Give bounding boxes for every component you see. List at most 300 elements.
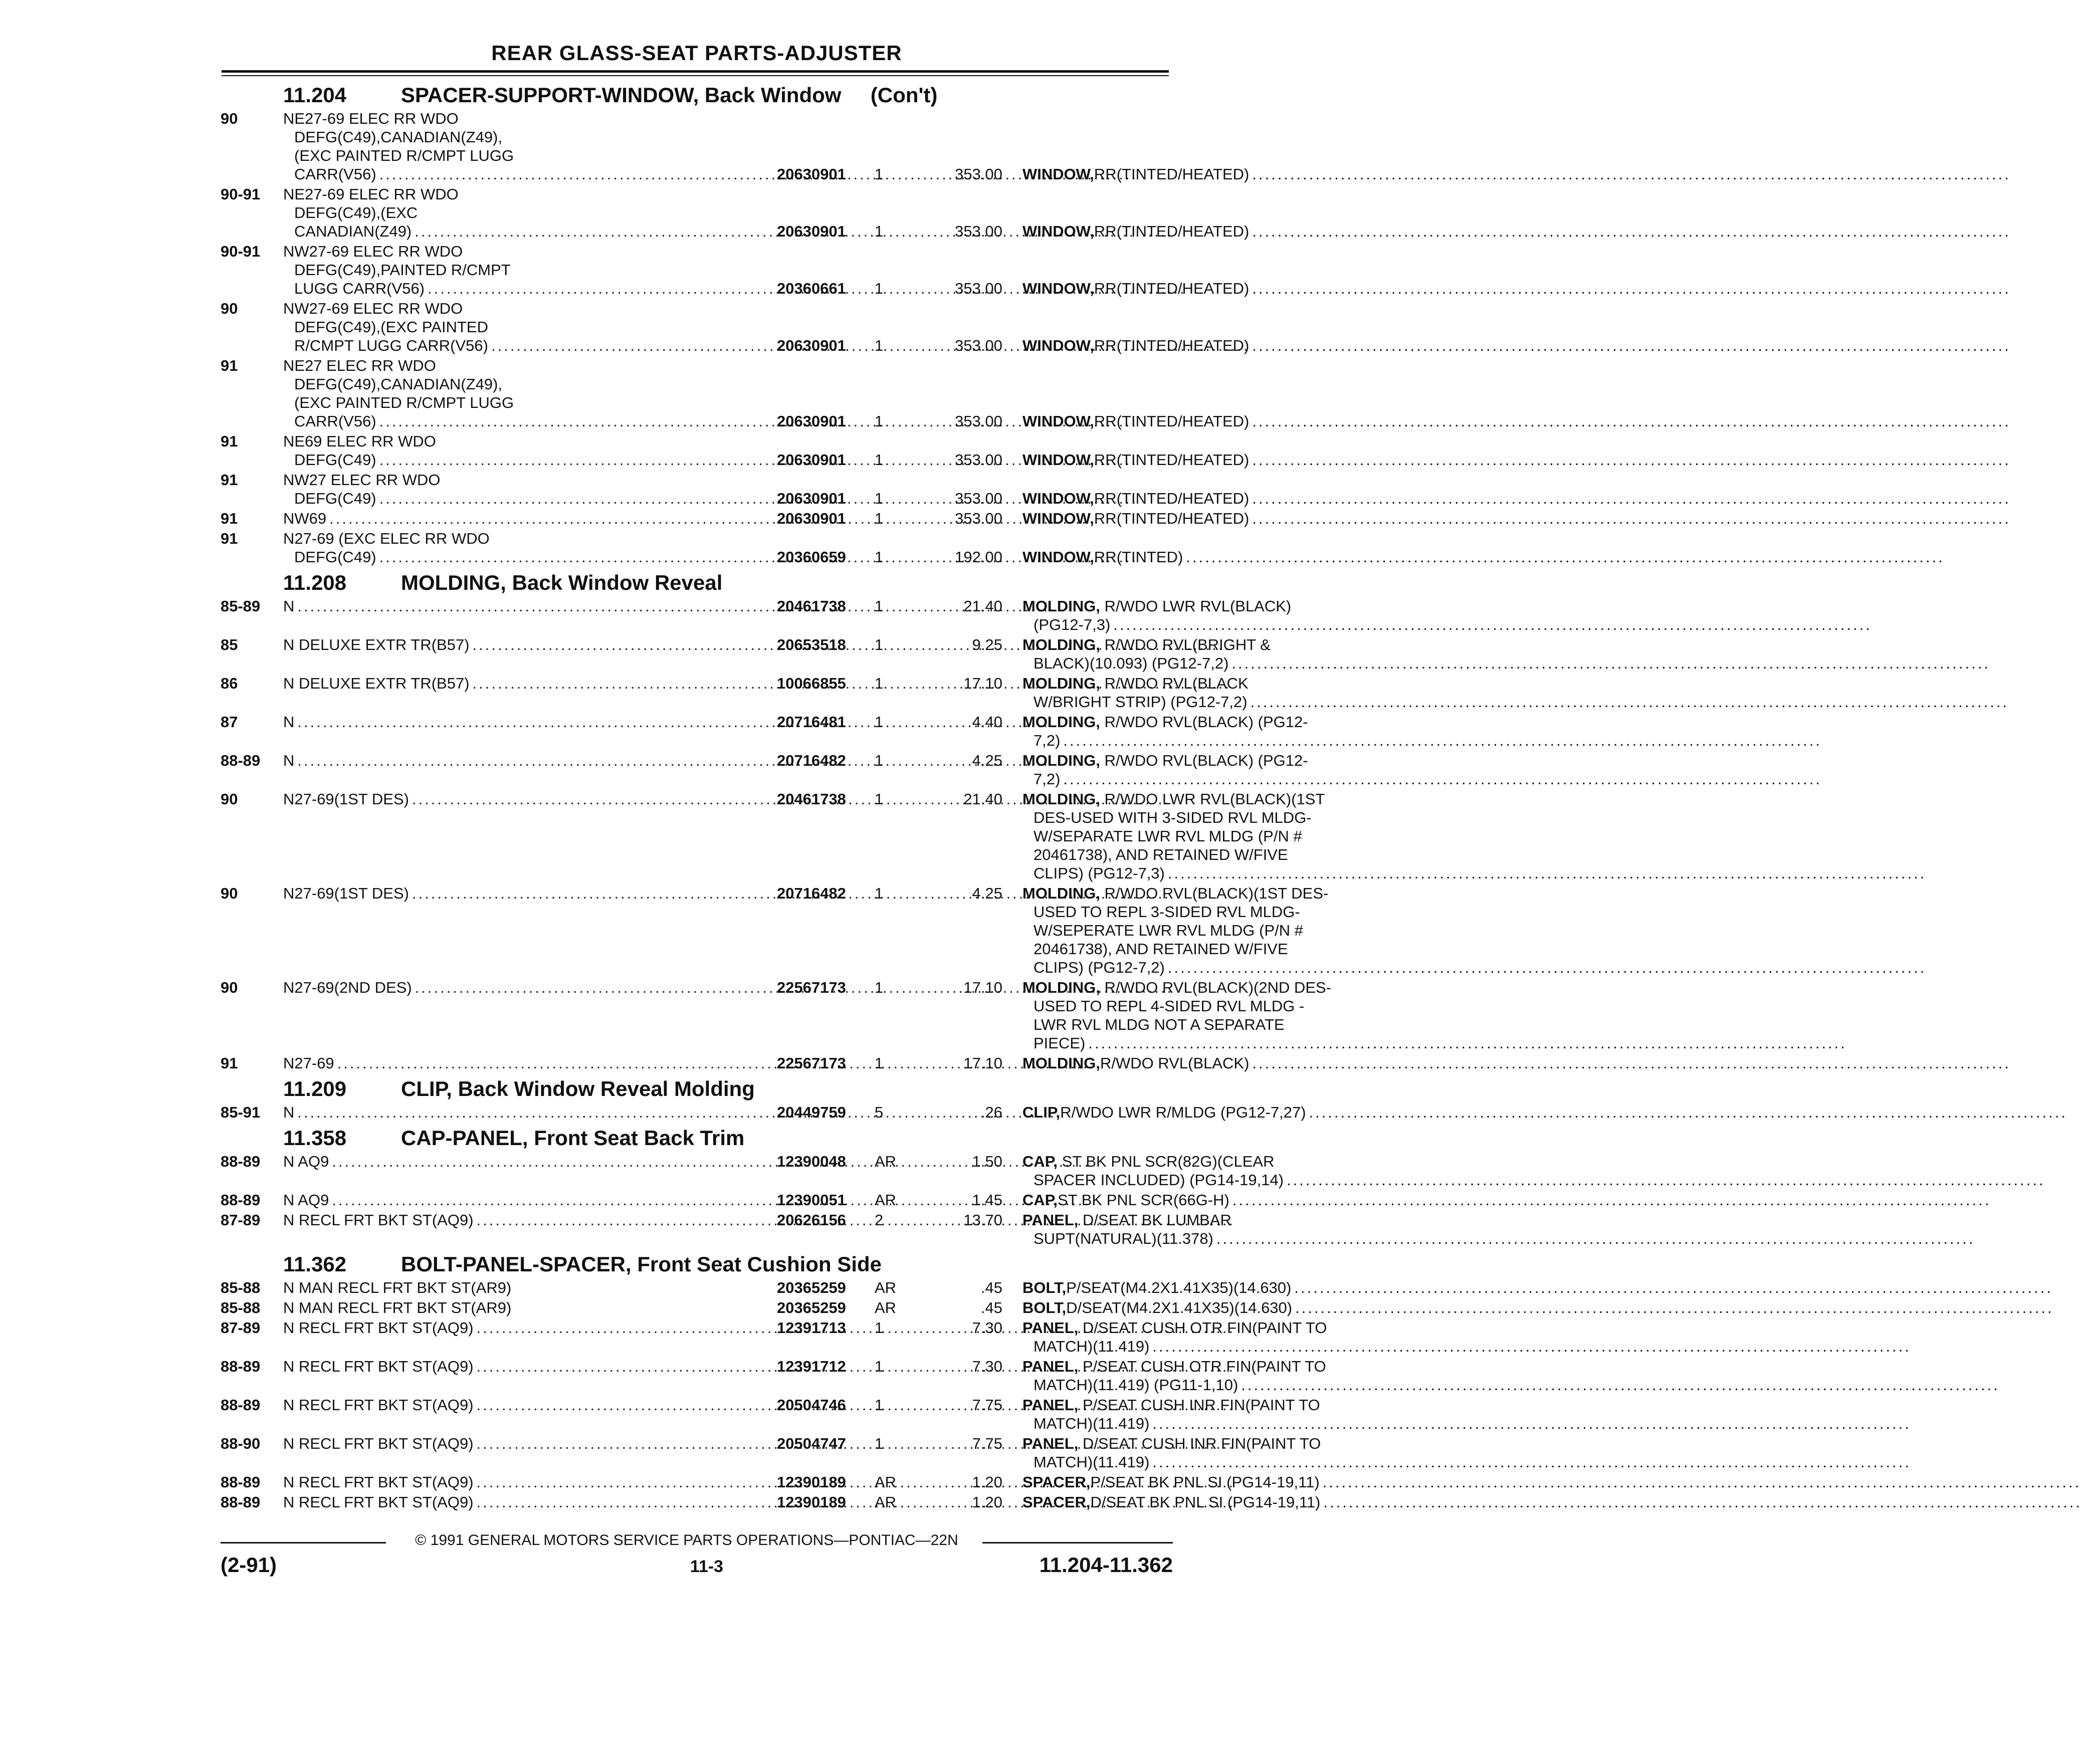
part-description-line [1022, 635, 1388, 654]
model-years: 88-89 [221, 1153, 261, 1170]
part-description [1022, 1278, 1388, 1297]
quantity: 1 [875, 752, 884, 769]
description-text: N [283, 597, 295, 615]
part-name: WINDOW, [1022, 165, 1094, 183]
part-description-text: R/WDO RVL(BLACK)(2ND DES- [1104, 979, 1332, 996]
part-description-text: (PG12-7,3) [1033, 616, 1111, 633]
part-description-line [1022, 713, 1388, 731]
part-entry [221, 1191, 1229, 1211]
price: 9.25 [972, 636, 1002, 653]
model-years: 88-89 [221, 752, 261, 769]
leader-dots [1216, 1229, 1975, 1248]
description-text: N DELUXE EXTR TR(B57) [283, 675, 470, 692]
leader-dots [1295, 1298, 2054, 1317]
model-years: 88-89 [221, 1473, 261, 1491]
description-text: N RECL FRT BKT ST(AQ9) [283, 1319, 474, 1337]
part-number: 20630901 [777, 412, 846, 430]
application-description [283, 1054, 769, 1072]
part-description-text: RR(TINTED/HEATED) [1094, 223, 1250, 240]
part-description-line [1022, 222, 1388, 241]
description-line [283, 548, 780, 566]
part-name: CAP, [1022, 1153, 1058, 1170]
model-years: 87-89 [221, 1211, 261, 1229]
page-header-title: REAR GLASS-SEAT PARTS-ADJUSTER [491, 41, 902, 65]
application-description [283, 471, 769, 508]
part-description [1022, 165, 1388, 183]
description-line [283, 751, 769, 770]
part-name: WINDOW, [1022, 223, 1094, 240]
leader-dots [1088, 1034, 1847, 1052]
part-number: 12390051 [777, 1191, 846, 1209]
part-description-line [1022, 1357, 1388, 1376]
part-number: 20630901 [777, 510, 846, 527]
part-number: 20630901 [777, 490, 846, 507]
footer-rule-left [221, 1542, 386, 1544]
quantity: 1 [875, 451, 884, 469]
part-description-text: CLIPS) (PG12-7,3) [1033, 864, 1165, 882]
part-name: PANEL, [1022, 1396, 1079, 1414]
description-line [283, 279, 780, 298]
description-line [283, 1493, 769, 1511]
leader-dots [1231, 654, 1990, 673]
part-description-text: RR(TINTED/HEATED) [1094, 451, 1250, 469]
description-line [283, 222, 780, 241]
description-line [283, 451, 780, 469]
part-description-text: RR(TINTED/HEATED) [1094, 490, 1250, 507]
price: 353.00 [955, 451, 1002, 469]
description-line [283, 674, 769, 693]
part-description [1022, 751, 1388, 788]
application-description [283, 1318, 769, 1337]
description-line: DEFG(C49),PAINTED R/CMPT [294, 261, 511, 279]
part-description-line [1022, 827, 1388, 845]
section-number: 11.358 [283, 1126, 347, 1150]
part-description-text: R/WDO RVL(BLACK) [1100, 1054, 1250, 1072]
price: 353.00 [955, 337, 1002, 354]
quantity: 5 [875, 1104, 884, 1121]
price: 353.00 [955, 165, 1002, 183]
part-description [1022, 1211, 1388, 1248]
part-description-line [1022, 790, 1388, 808]
application-description [283, 1191, 769, 1209]
model-years: 88-89 [221, 1396, 261, 1414]
part-description-text: W/SEPERATE LWR RVL MLDG (P/N # [1033, 922, 1304, 939]
part-description-line [1022, 674, 1388, 693]
part-description [1022, 412, 1388, 430]
part-description-text: MATCH)(11.419) [1033, 1338, 1150, 1355]
part-entry [221, 1278, 1292, 1298]
description-line: NW27-69 ELEC RR WDO [283, 300, 463, 317]
part-description-text: RR(TINTED/HEATED) [1094, 412, 1250, 430]
description-line [283, 1396, 769, 1414]
section-number: 11.208 [283, 571, 347, 594]
description-line [283, 509, 769, 528]
part-entry [221, 1152, 1284, 1191]
part-entry [221, 1054, 1250, 1074]
quantity: 1 [875, 223, 884, 240]
part-description-line [1022, 412, 1388, 430]
description-text: N AQ9 [283, 1191, 329, 1209]
part-number: 20461738 [777, 597, 846, 615]
part-description-text: LWR RVL MLDG NOT A SEPARATE [1033, 1016, 1285, 1033]
price: 7.30 [972, 1319, 1002, 1337]
part-description-line [1022, 770, 1388, 788]
price: 4.40 [972, 713, 1002, 731]
leader-dots [1152, 1453, 1911, 1471]
part-description-text: BLACK)(10.093) (PG12-7,2) [1033, 654, 1229, 672]
part-description-line [1022, 864, 1388, 883]
part-description-text: 20461738), AND RETAINED W/FIVE [1033, 846, 1288, 863]
part-description-line [1022, 597, 1388, 615]
part-description [1022, 674, 1388, 711]
application-description [283, 597, 769, 615]
description-text: NW69 [283, 510, 327, 527]
application-description [283, 185, 769, 241]
part-description-text: RR(TINTED/HEATED) [1094, 337, 1250, 354]
part-description-line [1022, 997, 1388, 1015]
leader-dots [1323, 1473, 2081, 1491]
description-line [283, 165, 780, 183]
part-description-line [1022, 489, 1388, 508]
description-line [283, 336, 780, 355]
part-description-text: DES-USED WITH 3-SIDED RVL MLDG- [1033, 809, 1312, 826]
leader-dots [1252, 336, 2011, 355]
description-line [283, 713, 769, 731]
part-description-text: R/WDO LWR RVL(BLACK)(1ST [1104, 790, 1325, 808]
parts-listing [221, 80, 1332, 1513]
part-description-line [1022, 615, 1388, 634]
header-rule-thin [222, 75, 1169, 76]
part-entry [221, 1211, 1231, 1249]
quantity: 1 [875, 165, 884, 183]
price: .45 [980, 1279, 1002, 1296]
section-heading [221, 80, 1173, 109]
quantity: 1 [875, 1319, 884, 1337]
part-entry [221, 674, 1248, 713]
part-description-text: R/WDO LWR R/MLDG (PG12-7,27) [1060, 1104, 1306, 1121]
part-description-text: R/WDO RVL(BRIGHT & [1104, 636, 1271, 653]
part-entry [221, 1357, 1326, 1396]
part-number: 22567173 [777, 1054, 846, 1072]
part-number: 20365259 [777, 1279, 846, 1296]
leader-dots [1252, 222, 2011, 241]
description-line: (EXC PAINTED R/CMPT LUGG [294, 147, 514, 164]
part-entry [221, 356, 1250, 432]
part-description [1022, 1298, 1388, 1317]
application-description [283, 635, 769, 654]
description-line [283, 1152, 769, 1171]
part-description-line [1022, 1473, 1388, 1491]
part-entry [221, 432, 1250, 471]
leader-dots [1186, 548, 1945, 566]
part-entry [221, 790, 1325, 884]
part-entry [221, 713, 1308, 751]
part-description-line [1022, 1376, 1388, 1394]
description-line: DEFG(C49),(EXC [294, 204, 418, 222]
price: 4.25 [972, 752, 1002, 769]
part-number: 20504746 [777, 1396, 846, 1414]
price: 21.40 [963, 597, 1002, 615]
part-number: 12390189 [777, 1493, 846, 1511]
quantity: 1 [875, 490, 884, 507]
model-years: 90 [221, 300, 238, 317]
description-text: N RECL FRT BKT ST(AQ9) [283, 1473, 474, 1491]
description-text: N27-69(1ST DES) [283, 885, 409, 902]
part-description [1022, 222, 1388, 241]
quantity: 1 [875, 510, 884, 527]
part-number: 22567173 [777, 979, 846, 996]
part-entry [221, 978, 1332, 1054]
section-number: 11.362 [283, 1252, 347, 1276]
part-description-line [1022, 1034, 1388, 1052]
part-number: 10066855 [777, 675, 846, 692]
description-line [283, 597, 769, 615]
model-years: 85-88 [221, 1279, 261, 1296]
part-entry [221, 1103, 1306, 1123]
description-line [283, 412, 780, 430]
model-years: 85-91 [221, 1104, 261, 1121]
part-description-line [1022, 1103, 1388, 1122]
description-text: R/CMPT LUGG CARR(V56) [294, 337, 488, 354]
application-description [283, 529, 769, 566]
part-name: WINDOW, [1022, 548, 1094, 566]
model-years: 87 [221, 713, 238, 731]
part-description-text: P/SEAT BK PNL SI (PG14-19,11) [1090, 1473, 1320, 1491]
application-description [283, 1434, 769, 1453]
model-years: 90 [221, 885, 238, 902]
application-description [283, 432, 769, 469]
model-years: 90-91 [221, 185, 261, 203]
part-description-text: D/SEAT BK PNL SI (PG14-19,11) [1090, 1493, 1321, 1511]
leader-dots [1241, 1376, 2000, 1394]
description-line [283, 1434, 769, 1453]
quantity: 1 [875, 597, 884, 615]
part-number: 20365259 [777, 1299, 846, 1316]
description-line [283, 790, 769, 808]
quantity: 1 [875, 280, 884, 297]
part-entry [221, 597, 1292, 635]
description-line: NE69 ELEC RR WDO [283, 432, 436, 450]
part-description [1022, 1152, 1388, 1189]
part-description [1022, 489, 1388, 508]
part-number: 20461738 [777, 790, 846, 808]
part-description-text: 20461738), AND RETAINED W/FIVE [1033, 940, 1288, 958]
description-text: DEFG(C49) [294, 548, 376, 566]
part-description-text: W/SEPARATE LWR RVL MLDG (P/N # [1033, 827, 1302, 845]
part-number: 20630901 [777, 451, 846, 469]
model-years: 85 [221, 636, 238, 653]
part-entry [221, 1434, 1321, 1473]
application-description [283, 884, 769, 903]
description-line: NE27-69 ELEC RR WDO [283, 110, 459, 127]
section-heading [221, 1249, 1173, 1278]
part-entry [221, 185, 1250, 242]
price: 17.10 [963, 675, 1002, 692]
part-name: MOLDING, [1022, 636, 1100, 653]
part-description-line [1022, 1453, 1388, 1471]
description-text: N RECL FRT BKT ST(AQ9) [283, 1435, 474, 1452]
description-text: N [283, 713, 295, 731]
part-description-text: 7,2) [1033, 770, 1061, 788]
model-years: 90 [221, 110, 238, 127]
model-years: 90 [221, 790, 238, 808]
part-description-text: RR(TINTED) [1094, 548, 1183, 566]
part-entry [221, 1473, 1320, 1493]
part-name: WINDOW, [1022, 451, 1094, 469]
part-description-text: ST BK PNL SCR(82G)(CLEAR [1062, 1153, 1275, 1170]
page-footer [221, 1531, 1173, 1591]
part-description-line [1022, 1396, 1388, 1414]
section-heading [221, 568, 1173, 597]
part-name: MOLDING, [1022, 885, 1100, 902]
part-entry [221, 635, 1271, 674]
part-description [1022, 1396, 1388, 1433]
part-description-text: RR(TINTED/HEATED) [1094, 510, 1250, 527]
part-number: 20626156 [777, 1211, 846, 1229]
quantity: AR [875, 1153, 897, 1170]
quantity: 1 [875, 979, 884, 996]
part-description-text: D/SEAT CUSH OTR FIN(PAINT TO [1083, 1319, 1327, 1337]
application-description [283, 978, 769, 997]
part-description-text: P/SEAT CUSH OTR FIN(PAINT TO [1083, 1358, 1326, 1375]
description-line [283, 1278, 769, 1297]
application-description [283, 1298, 769, 1317]
description-text: N27-69(1ST DES) [283, 790, 409, 808]
part-description-line [1022, 1171, 1388, 1189]
quantity: 2 [875, 1211, 884, 1229]
application-description [283, 1278, 769, 1297]
part-description-line [1022, 548, 1388, 566]
section-heading [221, 1123, 1173, 1152]
section-name: SPACER-SUPPORT-WINDOW, Back Window (Con't) [401, 83, 938, 107]
model-years: 91 [221, 1054, 238, 1072]
part-name: MOLDING, [1022, 752, 1100, 769]
leader-dots [1152, 1414, 1911, 1433]
section-name: BOLT-PANEL-SPACER, Front Seat Cushion Side [401, 1252, 882, 1276]
part-number: 12391712 [777, 1358, 846, 1375]
description-line [283, 1357, 769, 1376]
description-line: N27-69 (EXC ELEC RR WDO [283, 530, 490, 547]
part-entry [221, 1318, 1327, 1357]
description-text: N DELUXE EXTR TR(B57) [283, 636, 470, 653]
description-line [283, 489, 780, 508]
part-name: PANEL, [1022, 1319, 1079, 1337]
part-description-line [1022, 978, 1388, 997]
part-number: 20630901 [777, 337, 846, 354]
model-years: 88-89 [221, 1493, 261, 1511]
part-description-line [1022, 731, 1388, 750]
part-description [1022, 635, 1388, 673]
leader-dots [1252, 489, 2011, 508]
part-entry [221, 1298, 1293, 1318]
section-heading [221, 1074, 1173, 1103]
quantity: AR [875, 1493, 897, 1511]
part-entry [221, 1493, 1321, 1513]
part-description [1022, 336, 1388, 355]
model-years: 85-89 [221, 597, 261, 615]
description-line [283, 1318, 769, 1337]
part-name: PANEL, [1022, 1358, 1079, 1375]
leader-dots [1252, 412, 2011, 430]
leader-dots [1168, 958, 1927, 977]
application-description [283, 299, 769, 355]
description-line [283, 1211, 769, 1229]
model-years: 88-89 [221, 1191, 261, 1209]
part-description-line [1022, 1434, 1388, 1453]
section-name: MOLDING, Back Window Reveal [401, 571, 723, 594]
part-description-line [1022, 958, 1388, 977]
part-description-line [1022, 165, 1388, 183]
part-description-line [1022, 654, 1388, 673]
part-description-text: R/WDO RVL(BLACK)(1ST DES- [1104, 885, 1329, 902]
leader-dots [1287, 1171, 2045, 1189]
model-years: 90 [221, 979, 238, 996]
part-name: MOLDING, [1022, 713, 1100, 731]
price: 4.25 [972, 885, 1002, 902]
price: 353.00 [955, 490, 1002, 507]
part-description-text: SUPT(NATURAL)(11.378) [1033, 1230, 1213, 1247]
description-text: N [283, 752, 295, 769]
part-name: MOLDING, [1022, 790, 1100, 808]
description-text: N [283, 1104, 295, 1121]
application-description [283, 751, 769, 770]
footer-revision-date: (2-91) [221, 1553, 277, 1577]
quantity: 1 [875, 1054, 884, 1072]
leader-dots [1152, 1337, 1911, 1356]
part-name: WINDOW, [1022, 490, 1094, 507]
part-name: BOLT, [1022, 1279, 1067, 1296]
part-description-line [1022, 845, 1388, 864]
part-description-line [1022, 509, 1388, 528]
price: 21.40 [963, 790, 1002, 808]
quantity: 1 [875, 1435, 884, 1452]
part-description-text: RR(TINTED/HEATED) [1094, 280, 1250, 297]
quantity: AR [875, 1191, 897, 1209]
price: 13.70 [963, 1211, 1002, 1229]
part-entry [221, 751, 1308, 790]
quantity: 1 [875, 337, 884, 354]
part-description-line [1022, 940, 1388, 958]
quantity: 1 [875, 675, 884, 692]
part-number: 20653518 [777, 636, 846, 653]
part-entry [221, 242, 1250, 299]
part-description-line [1022, 1211, 1388, 1229]
description-text: N RECL FRT BKT ST(AQ9) [283, 1358, 474, 1375]
description-line [283, 884, 769, 903]
part-name: MOLDING, [1022, 597, 1100, 615]
part-description-text: R/WDO RVL(BLACK) (PG12- [1104, 713, 1308, 731]
model-years: 91 [221, 510, 238, 527]
application-description [283, 1473, 769, 1491]
part-description [1022, 978, 1388, 1052]
part-description-text: P/SEAT(M4.2X1.41X35)(14.630) [1066, 1279, 1292, 1296]
price: 192.00 [955, 548, 1002, 566]
part-description-text: R/WDO RVL(BLACK) (PG12- [1104, 752, 1308, 769]
description-text: CARR(V56) [294, 412, 376, 430]
footer-section-range: 11.204-11.362 [1039, 1553, 1173, 1577]
description-text: DEFG(C49) [294, 451, 376, 469]
model-years: 91 [221, 471, 238, 489]
description-line [283, 1054, 769, 1072]
part-description-line [1022, 1191, 1388, 1209]
part-description [1022, 279, 1388, 298]
part-number: 20630901 [777, 165, 846, 183]
leader-dots [1063, 770, 1822, 788]
price: 1.45 [972, 1191, 1002, 1209]
part-number: 12391713 [777, 1319, 846, 1337]
price: 1.20 [972, 1473, 1002, 1491]
leader-dots [1252, 279, 2011, 298]
